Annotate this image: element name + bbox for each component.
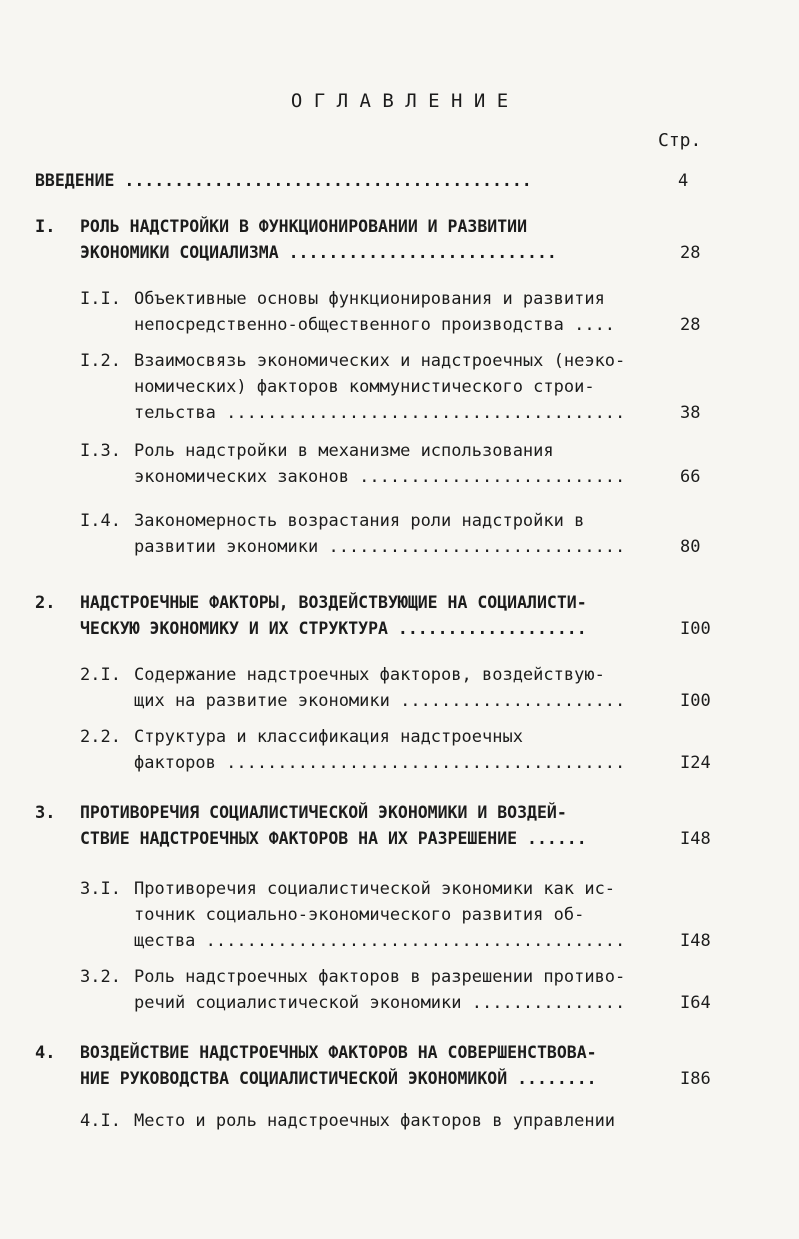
toc-entry-number: 2.2. [80, 727, 121, 747]
toc-entry-section-1-4[interactable] [134, 508, 625, 560]
toc-entry-line: СТВИЕ НАДСТРОЕЧНЫХ ФАКТОРОВ НА ИХ РАЗРЕШЕНИЕ ...... [80, 829, 587, 848]
toc-entry-chapter-3[interactable] [80, 800, 587, 852]
toc-entry-line: Противоречия социалистической экономики как ис- [134, 879, 616, 899]
toc-page-number: 80 [680, 537, 701, 557]
toc-page-number: I00 [680, 619, 711, 639]
toc-entry-number: 4.I. [80, 1111, 121, 1131]
toc-entry-line: развитии экономики ............................. [134, 537, 626, 557]
toc-entry-number: 3. [35, 803, 56, 823]
toc-entry-line: НАДСТРОЕЧНЫЕ ФАКТОРЫ, ВОЗДЕЙСТВУЮЩИЕ НА СОЦИАЛИСТИ- [80, 593, 587, 612]
toc-entry-line: Структура и классификация надстроечных [134, 727, 523, 747]
toc-entry-line: Закономерность возрастания роли надстройки в [134, 511, 585, 531]
toc-entry-line: щества ......................................... [134, 931, 626, 951]
toc-entry-line: Взаимосвязь экономических и надстроечных (неэко- [134, 351, 626, 371]
toc-page-number: I24 [680, 753, 711, 773]
toc-entry-number: I. [35, 217, 56, 237]
toc-page-number: I48 [680, 829, 711, 849]
toc-entry-line: ВВЕДЕНИЕ ......................................... [35, 171, 532, 190]
page-column-label: Стр. [658, 130, 702, 151]
toc-page-number: I48 [680, 931, 711, 951]
toc-entry-chapter-4[interactable] [80, 1040, 597, 1092]
toc-entry-section-3-2[interactable] [134, 964, 625, 1016]
toc-entry-line: факторов ....................................... [134, 753, 626, 773]
toc-page-number: I00 [680, 691, 711, 711]
toc-entry-line: тельства ....................................... [134, 403, 626, 423]
toc-entry-section-4-1[interactable] [134, 1108, 615, 1134]
toc-entry-intro[interactable] [35, 168, 532, 194]
toc-entry-number: 4. [35, 1043, 56, 1063]
toc-entry-chapter-1[interactable] [80, 214, 557, 266]
toc-page-number: 38 [680, 403, 701, 423]
toc-entry-line: Роль надстроечных факторов в разрешении противо- [134, 967, 626, 987]
toc-entry-line: точник социально-экономического развития об- [134, 905, 585, 925]
toc-entry-line: непосредственно-общественного производства .... [134, 315, 616, 335]
toc-entry-line: экономических законов .......................... [134, 467, 626, 487]
toc-entry-line: Роль надстройки в механизме использования [134, 441, 554, 461]
toc-title: О Г Л А В Л Е Н И Е [290, 90, 509, 112]
toc-entry-line: ВОЗДЕЙСТВИЕ НАДСТРОЕЧНЫХ ФАКТОРОВ НА СОВЕРШЕНСТВОВА- [80, 1043, 597, 1062]
toc-entry-line: номических) факторов коммунистического строи- [134, 377, 595, 397]
toc-entry-number: I.4. [80, 511, 121, 531]
toc-entry-chapter-2[interactable] [80, 590, 587, 642]
toc-entry-section-2-1[interactable] [134, 662, 625, 714]
toc-entry-line: РОЛЬ НАДСТРОЙКИ В ФУНКЦИОНИРОВАНИИ И РАЗВИТИИ [80, 217, 528, 236]
toc-entry-number: 3.2. [80, 967, 121, 987]
toc-page-number: I64 [680, 993, 711, 1013]
toc-entry-line: ПРОТИВОРЕЧИЯ СОЦИАЛИСТИЧЕСКОЙ ЭКОНОМИКИ И ВОЗДЕЙ- [80, 803, 567, 822]
toc-entry-line: Содержание надстроечных факторов, воздействую- [134, 665, 605, 685]
toc-entry-line: щих на развитие экономики ...................... [134, 691, 626, 711]
toc-entry-section-2-2[interactable] [134, 724, 625, 776]
toc-page-number: 28 [680, 315, 701, 335]
toc-entry-line: ЧЕСКУЮ ЭКОНОМИКУ И ИХ СТРУКТУРА ................... [80, 619, 587, 638]
toc-entry-number: 2. [35, 593, 56, 613]
toc-entry-section-1-1[interactable] [134, 286, 615, 338]
toc-page-number: 66 [680, 467, 701, 487]
toc-entry-line: Место и роль надстроечных факторов в управлении [134, 1111, 616, 1131]
toc-entry-section-3-1[interactable] [134, 876, 625, 954]
toc-entry-section-1-2[interactable] [134, 348, 625, 426]
toc-entry-section-1-3[interactable] [134, 438, 625, 490]
toc-entry-number: I.I. [80, 289, 121, 309]
toc-page-number: 4 [678, 171, 689, 191]
toc-entry-number: 2.I. [80, 665, 121, 685]
toc-entry-line: речий социалистической экономики ............... [134, 993, 626, 1013]
toc-entry-line: Объективные основы функционирования и развития [134, 289, 605, 309]
toc-entry-line: ЭКОНОМИКИ СОЦИАЛИЗМА ........................... [80, 243, 557, 262]
toc-page-number: 28 [680, 243, 701, 263]
toc-entry-number: 3.I. [80, 879, 121, 899]
toc-entry-number: I.3. [80, 441, 121, 461]
toc-entry-number: I.2. [80, 351, 121, 371]
toc-page-number: I86 [680, 1069, 711, 1089]
toc-entry-line: НИЕ РУКОВОДСТВА СОЦИАЛИСТИЧЕСКОЙ ЭКОНОМИКОЙ ........ [80, 1069, 597, 1088]
